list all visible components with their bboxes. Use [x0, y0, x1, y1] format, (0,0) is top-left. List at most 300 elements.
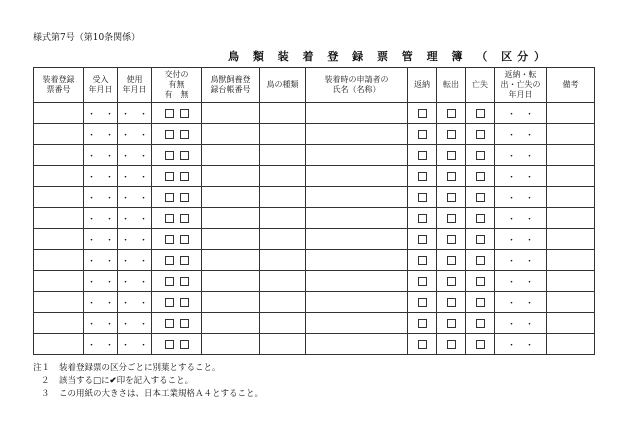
- note-number: ２: [41, 376, 50, 386]
- received-date-cell[interactable]: [84, 313, 118, 334]
- header-text-line: 年月日: [88, 85, 113, 94]
- header-text-line: 返納: [414, 80, 430, 89]
- issued-no-checkbox[interactable]: [180, 277, 189, 286]
- issued-no-checkbox[interactable]: [180, 298, 189, 307]
- issued-yes-checkbox[interactable]: [165, 193, 174, 202]
- note-number: ３: [41, 389, 50, 399]
- table-row: [34, 229, 595, 250]
- lost-checkbox[interactable]: [476, 130, 485, 139]
- header-text-line: 有 無: [164, 90, 189, 99]
- note-text: 印を記入すること。: [116, 376, 194, 386]
- header-text-line: 鳥獣飼養登: [210, 75, 251, 84]
- received-date-cell[interactable]: [84, 229, 118, 250]
- transferred-out-cell: [437, 103, 466, 124]
- date-separator-dots: ・ ・: [86, 109, 114, 120]
- lost-cell: [466, 103, 495, 124]
- date-separator-dots: ・ ・: [86, 319, 114, 330]
- header-return-date: [495, 68, 547, 103]
- lost-cell: [466, 292, 495, 313]
- issued-no-checkbox[interactable]: [180, 319, 189, 328]
- returned-checkbox[interactable]: [418, 256, 427, 265]
- note-2: [33, 375, 263, 388]
- transferred-out-checkbox[interactable]: [447, 340, 456, 349]
- ledger-body: [34, 103, 595, 355]
- species-cell[interactable]: [260, 166, 306, 187]
- returned-cell: [408, 166, 437, 187]
- returned-cell: [408, 313, 437, 334]
- header-used-date: [118, 68, 152, 103]
- transferred-out-checkbox[interactable]: [447, 172, 456, 181]
- return-date-cell[interactable]: [495, 145, 547, 166]
- used-date-cell[interactable]: [118, 292, 152, 313]
- received-date-cell[interactable]: [84, 334, 118, 355]
- used-date-cell[interactable]: [118, 166, 152, 187]
- register-number-cell[interactable]: [202, 145, 260, 166]
- header-issued: [152, 68, 202, 103]
- return-date-cell[interactable]: [495, 208, 547, 229]
- applicant-cell[interactable]: [306, 229, 408, 250]
- date-separator-dots: ・ ・: [506, 277, 534, 288]
- species-cell[interactable]: [260, 271, 306, 292]
- applicant-cell[interactable]: [306, 250, 408, 271]
- lost-checkbox[interactable]: [476, 151, 485, 160]
- issued-yes-checkbox[interactable]: [165, 109, 174, 118]
- title-close-paren: ）: [534, 50, 550, 63]
- applicant-cell[interactable]: [306, 271, 408, 292]
- issued-cell: [152, 271, 202, 292]
- header-remarks: [547, 68, 595, 103]
- remarks-cell[interactable]: [547, 229, 595, 250]
- issued-no-checkbox[interactable]: [180, 235, 189, 244]
- date-separator-dots: ・ ・: [86, 172, 114, 183]
- note-text: 装着登録票の区分ごとに別葉とすること。: [59, 363, 221, 373]
- transferred-out-cell: [437, 313, 466, 334]
- header-text-line: 鳥の種類: [266, 80, 299, 89]
- remarks-cell[interactable]: [547, 292, 595, 313]
- table-row: [34, 166, 595, 187]
- date-separator-dots: ・ ・: [506, 235, 534, 246]
- lost-checkbox[interactable]: [476, 319, 485, 328]
- date-separator-dots: ・ ・: [120, 319, 148, 330]
- transferred-out-checkbox[interactable]: [447, 256, 456, 265]
- issued-cell: [152, 313, 202, 334]
- applicant-cell[interactable]: [306, 313, 408, 334]
- returned-cell: [408, 187, 437, 208]
- register-number-cell[interactable]: [202, 124, 260, 145]
- transferred-out-cell: [437, 334, 466, 355]
- date-separator-dots: ・ ・: [506, 109, 534, 120]
- table-row: [34, 292, 595, 313]
- issued-no-checkbox[interactable]: [180, 256, 189, 265]
- transferred-out-checkbox[interactable]: [447, 151, 456, 160]
- species-cell[interactable]: [260, 103, 306, 124]
- issued-cell: [152, 229, 202, 250]
- lost-cell: [466, 271, 495, 292]
- table-row: [34, 208, 595, 229]
- header-text-line: 備考: [562, 80, 579, 89]
- issued-yes-checkbox[interactable]: [165, 214, 174, 223]
- issued-yes-checkbox[interactable]: [165, 298, 174, 307]
- transferred-out-checkbox[interactable]: [447, 193, 456, 202]
- issued-cell: [152, 187, 202, 208]
- issued-no-checkbox[interactable]: [180, 193, 189, 202]
- date-separator-dots: ・ ・: [120, 340, 148, 351]
- tag-number-cell[interactable]: [34, 145, 84, 166]
- returned-checkbox[interactable]: [418, 277, 427, 286]
- header-text-line: 装着登録: [42, 75, 75, 84]
- header-species: [260, 68, 306, 103]
- returned-checkbox[interactable]: [418, 319, 427, 328]
- applicant-cell[interactable]: [306, 145, 408, 166]
- return-date-cell[interactable]: [495, 229, 547, 250]
- lost-checkbox[interactable]: [476, 214, 485, 223]
- tag-number-cell[interactable]: [34, 250, 84, 271]
- date-separator-dots: ・ ・: [120, 172, 148, 183]
- note-3: [33, 388, 263, 401]
- date-separator-dots: ・ ・: [120, 109, 148, 120]
- title-text: 鳥 類 装 着 登 録 票 管 理 簿 （ 区分: [228, 50, 534, 63]
- issued-no-checkbox[interactable]: [180, 214, 189, 223]
- transferred-out-cell: [437, 229, 466, 250]
- returned-checkbox[interactable]: [418, 340, 427, 349]
- note-number: 注１: [33, 363, 51, 373]
- transferred-out-cell: [437, 187, 466, 208]
- note-text: 該当する□に: [59, 376, 110, 386]
- return-date-cell[interactable]: [495, 313, 547, 334]
- received-date-cell[interactable]: [84, 250, 118, 271]
- issued-yes-checkbox[interactable]: [165, 319, 174, 328]
- header-text-line: 返納・転: [504, 70, 537, 79]
- register-number-cell[interactable]: [202, 229, 260, 250]
- table-row: [34, 313, 595, 334]
- lost-checkbox[interactable]: [476, 340, 485, 349]
- date-separator-dots: ・ ・: [86, 193, 114, 204]
- lost-cell: [466, 187, 495, 208]
- tag-number-cell[interactable]: [34, 271, 84, 292]
- lost-cell: [466, 334, 495, 355]
- header-tag-number: [34, 68, 84, 103]
- lost-checkbox[interactable]: [476, 256, 485, 265]
- transferred-out-checkbox[interactable]: [447, 298, 456, 307]
- date-separator-dots: ・ ・: [120, 151, 148, 162]
- returned-checkbox[interactable]: [418, 193, 427, 202]
- header-lost: [466, 68, 495, 103]
- received-date-cell[interactable]: [84, 271, 118, 292]
- register-number-cell[interactable]: [202, 271, 260, 292]
- header-text-line: 転出: [443, 80, 459, 89]
- date-separator-dots: ・ ・: [506, 340, 534, 351]
- lost-checkbox[interactable]: [476, 172, 485, 181]
- header-text-line: 票番号: [46, 85, 71, 94]
- returned-checkbox[interactable]: [418, 235, 427, 244]
- date-separator-dots: ・ ・: [86, 340, 114, 351]
- register-number-cell[interactable]: [202, 334, 260, 355]
- applicant-cell[interactable]: [306, 124, 408, 145]
- date-separator-dots: ・ ・: [506, 298, 534, 309]
- lost-checkbox[interactable]: [476, 193, 485, 202]
- ledger-table: [33, 67, 595, 355]
- tag-number-cell[interactable]: [34, 166, 84, 187]
- remarks-cell[interactable]: [547, 334, 595, 355]
- used-date-cell[interactable]: [118, 250, 152, 271]
- date-separator-dots: ・ ・: [506, 151, 534, 162]
- header-text-line: 出・亡失の: [500, 80, 541, 89]
- issued-cell: [152, 250, 202, 271]
- header-register-number: [202, 68, 260, 103]
- register-number-cell[interactable]: [202, 208, 260, 229]
- date-separator-dots: ・ ・: [120, 193, 148, 204]
- species-cell[interactable]: [260, 187, 306, 208]
- remarks-cell[interactable]: [547, 187, 595, 208]
- species-cell[interactable]: [260, 334, 306, 355]
- header-text-line: 受入: [92, 75, 109, 84]
- date-separator-dots: ・ ・: [86, 277, 114, 288]
- used-date-cell[interactable]: [118, 124, 152, 145]
- returned-cell: [408, 250, 437, 271]
- tag-number-cell[interactable]: [34, 103, 84, 124]
- note-1: [33, 362, 263, 375]
- date-separator-dots: ・ ・: [86, 235, 114, 246]
- issued-cell: [152, 145, 202, 166]
- transferred-out-checkbox[interactable]: [447, 235, 456, 244]
- date-separator-dots: ・ ・: [120, 235, 148, 246]
- remarks-cell[interactable]: [547, 166, 595, 187]
- date-separator-dots: ・ ・: [506, 214, 534, 225]
- date-separator-dots: ・ ・: [86, 256, 114, 267]
- received-date-cell[interactable]: [84, 103, 118, 124]
- species-cell[interactable]: [260, 124, 306, 145]
- issued-yes-checkbox[interactable]: [165, 130, 174, 139]
- lost-checkbox[interactable]: [476, 298, 485, 307]
- lost-cell: [466, 208, 495, 229]
- received-date-cell[interactable]: [84, 187, 118, 208]
- transferred-out-cell: [437, 145, 466, 166]
- applicant-cell[interactable]: [306, 166, 408, 187]
- applicant-cell[interactable]: [306, 187, 408, 208]
- header-text-line: 交付の: [164, 70, 189, 79]
- lost-checkbox[interactable]: [476, 277, 485, 286]
- applicant-cell[interactable]: [306, 334, 408, 355]
- lost-cell: [466, 145, 495, 166]
- received-date-cell[interactable]: [84, 166, 118, 187]
- issued-yes-checkbox[interactable]: [165, 151, 174, 160]
- register-number-cell[interactable]: [202, 166, 260, 187]
- tag-number-cell[interactable]: [34, 313, 84, 334]
- issued-no-checkbox[interactable]: [180, 109, 189, 118]
- returned-cell: [408, 271, 437, 292]
- issued-no-checkbox[interactable]: [180, 151, 189, 160]
- used-date-cell[interactable]: [118, 145, 152, 166]
- returned-cell: [408, 103, 437, 124]
- received-date-cell[interactable]: [84, 292, 118, 313]
- header-applicant: [306, 68, 408, 103]
- returned-cell: [408, 334, 437, 355]
- return-date-cell[interactable]: [495, 292, 547, 313]
- species-cell[interactable]: [260, 229, 306, 250]
- header-text-line: 年月日: [508, 90, 533, 99]
- remarks-cell[interactable]: [547, 145, 595, 166]
- remarks-cell[interactable]: [547, 250, 595, 271]
- received-date-cell[interactable]: [84, 145, 118, 166]
- returned-checkbox[interactable]: [418, 172, 427, 181]
- returned-checkbox[interactable]: [418, 109, 427, 118]
- used-date-cell[interactable]: [118, 103, 152, 124]
- issued-cell: [152, 166, 202, 187]
- issued-cell: [152, 124, 202, 145]
- date-separator-dots: ・ ・: [506, 172, 534, 183]
- remarks-cell[interactable]: [547, 271, 595, 292]
- header-text-line: 有無: [168, 80, 185, 89]
- header-row: [34, 68, 595, 103]
- lost-checkbox[interactable]: [476, 109, 485, 118]
- form-number: 様式第7号（第10条関係）: [33, 33, 141, 43]
- date-separator-dots: ・ ・: [506, 193, 534, 204]
- header-text-line: 装着時の申請者の: [324, 75, 389, 84]
- header-text-line: 氏名（名称）: [332, 85, 381, 94]
- tag-number-cell[interactable]: [34, 208, 84, 229]
- remarks-cell[interactable]: [547, 124, 595, 145]
- date-separator-dots: ・ ・: [86, 130, 114, 141]
- tag-number-cell[interactable]: [34, 124, 84, 145]
- table-row: [34, 187, 595, 208]
- issued-cell: [152, 334, 202, 355]
- tag-number-cell[interactable]: [34, 229, 84, 250]
- date-separator-dots: ・ ・: [506, 256, 534, 267]
- header-text-line: 亡失: [472, 80, 488, 89]
- table-row: [34, 334, 595, 355]
- transferred-out-checkbox[interactable]: [447, 109, 456, 118]
- species-cell[interactable]: [260, 292, 306, 313]
- returned-checkbox[interactable]: [418, 130, 427, 139]
- return-date-cell[interactable]: [495, 187, 547, 208]
- header-returned: [408, 68, 437, 103]
- date-separator-dots: ・ ・: [86, 298, 114, 309]
- issued-no-checkbox[interactable]: [180, 172, 189, 181]
- received-date-cell[interactable]: [84, 208, 118, 229]
- issued-yes-checkbox[interactable]: [165, 277, 174, 286]
- issued-yes-checkbox[interactable]: [165, 256, 174, 265]
- transferred-out-checkbox[interactable]: [447, 277, 456, 286]
- applicant-cell[interactable]: [306, 208, 408, 229]
- register-number-cell[interactable]: [202, 250, 260, 271]
- applicant-cell[interactable]: [306, 103, 408, 124]
- returned-checkbox[interactable]: [418, 151, 427, 160]
- transferred-out-cell: [437, 250, 466, 271]
- table-row: [34, 250, 595, 271]
- remarks-cell[interactable]: [547, 208, 595, 229]
- returned-cell: [408, 292, 437, 313]
- register-number-cell[interactable]: [202, 292, 260, 313]
- date-separator-dots: ・ ・: [86, 214, 114, 225]
- date-separator-dots: ・ ・: [120, 256, 148, 267]
- return-date-cell[interactable]: [495, 271, 547, 292]
- transferred-out-checkbox[interactable]: [447, 319, 456, 328]
- date-separator-dots: ・ ・: [120, 214, 148, 225]
- lost-cell: [466, 313, 495, 334]
- lost-cell: [466, 166, 495, 187]
- tag-number-cell[interactable]: [34, 292, 84, 313]
- header-text-line: 年月日: [122, 85, 147, 94]
- returned-cell: [408, 208, 437, 229]
- issued-cell: [152, 208, 202, 229]
- return-date-cell[interactable]: [495, 103, 547, 124]
- date-separator-dots: ・ ・: [86, 151, 114, 162]
- used-date-cell[interactable]: [118, 208, 152, 229]
- species-cell[interactable]: [260, 313, 306, 334]
- register-number-cell[interactable]: [202, 313, 260, 334]
- species-cell[interactable]: [260, 208, 306, 229]
- applicant-cell[interactable]: [306, 292, 408, 313]
- transferred-out-cell: [437, 292, 466, 313]
- table-row: [34, 145, 595, 166]
- transferred-out-cell: [437, 124, 466, 145]
- used-date-cell[interactable]: [118, 334, 152, 355]
- header-text-line: 使用: [126, 75, 143, 84]
- register-number-cell[interactable]: [202, 103, 260, 124]
- remarks-cell[interactable]: [547, 103, 595, 124]
- notes: [33, 362, 263, 401]
- table-row: [34, 124, 595, 145]
- transferred-out-cell: [437, 208, 466, 229]
- header-transferred-out: [437, 68, 466, 103]
- tag-number-cell[interactable]: [34, 334, 84, 355]
- date-separator-dots: ・ ・: [506, 319, 534, 330]
- lost-cell: [466, 124, 495, 145]
- lost-cell: [466, 250, 495, 271]
- date-separator-dots: ・ ・: [120, 130, 148, 141]
- received-date-cell[interactable]: [84, 124, 118, 145]
- return-date-cell[interactable]: [495, 166, 547, 187]
- note-text: この用紙の大きさは、日本工業規格Ａ４とすること。: [59, 389, 264, 399]
- register-number-cell[interactable]: [202, 187, 260, 208]
- returned-checkbox[interactable]: [418, 214, 427, 223]
- returned-cell: [408, 229, 437, 250]
- returned-cell: [408, 124, 437, 145]
- remarks-cell[interactable]: [547, 313, 595, 334]
- species-cell[interactable]: [260, 250, 306, 271]
- date-separator-dots: ・ ・: [120, 298, 148, 309]
- lost-checkbox[interactable]: [476, 235, 485, 244]
- returned-cell: [408, 145, 437, 166]
- tag-number-cell[interactable]: [34, 187, 84, 208]
- transferred-out-checkbox[interactable]: [447, 130, 456, 139]
- return-date-cell[interactable]: [495, 250, 547, 271]
- issued-cell: [152, 103, 202, 124]
- returned-checkbox[interactable]: [418, 298, 427, 307]
- used-date-cell[interactable]: [118, 313, 152, 334]
- table-row: [34, 103, 595, 124]
- transferred-out-cell: [437, 166, 466, 187]
- lost-cell: [466, 229, 495, 250]
- return-date-cell[interactable]: [495, 334, 547, 355]
- date-separator-dots: ・ ・: [120, 277, 148, 288]
- issued-cell: [152, 292, 202, 313]
- issued-yes-checkbox[interactable]: [165, 172, 174, 181]
- used-date-cell[interactable]: [118, 271, 152, 292]
- issued-no-checkbox[interactable]: [180, 130, 189, 139]
- issued-yes-checkbox[interactable]: [165, 340, 174, 349]
- date-separator-dots: ・ ・: [506, 130, 534, 141]
- header-received-date: [84, 68, 118, 103]
- used-date-cell[interactable]: [118, 229, 152, 250]
- transferred-out-checkbox[interactable]: [447, 214, 456, 223]
- check-mark-icon: ✔: [109, 376, 117, 386]
- issued-no-checkbox[interactable]: [180, 340, 189, 349]
- issued-yes-checkbox[interactable]: [165, 235, 174, 244]
- return-date-cell[interactable]: [495, 124, 547, 145]
- species-cell[interactable]: [260, 145, 306, 166]
- used-date-cell[interactable]: [118, 187, 152, 208]
